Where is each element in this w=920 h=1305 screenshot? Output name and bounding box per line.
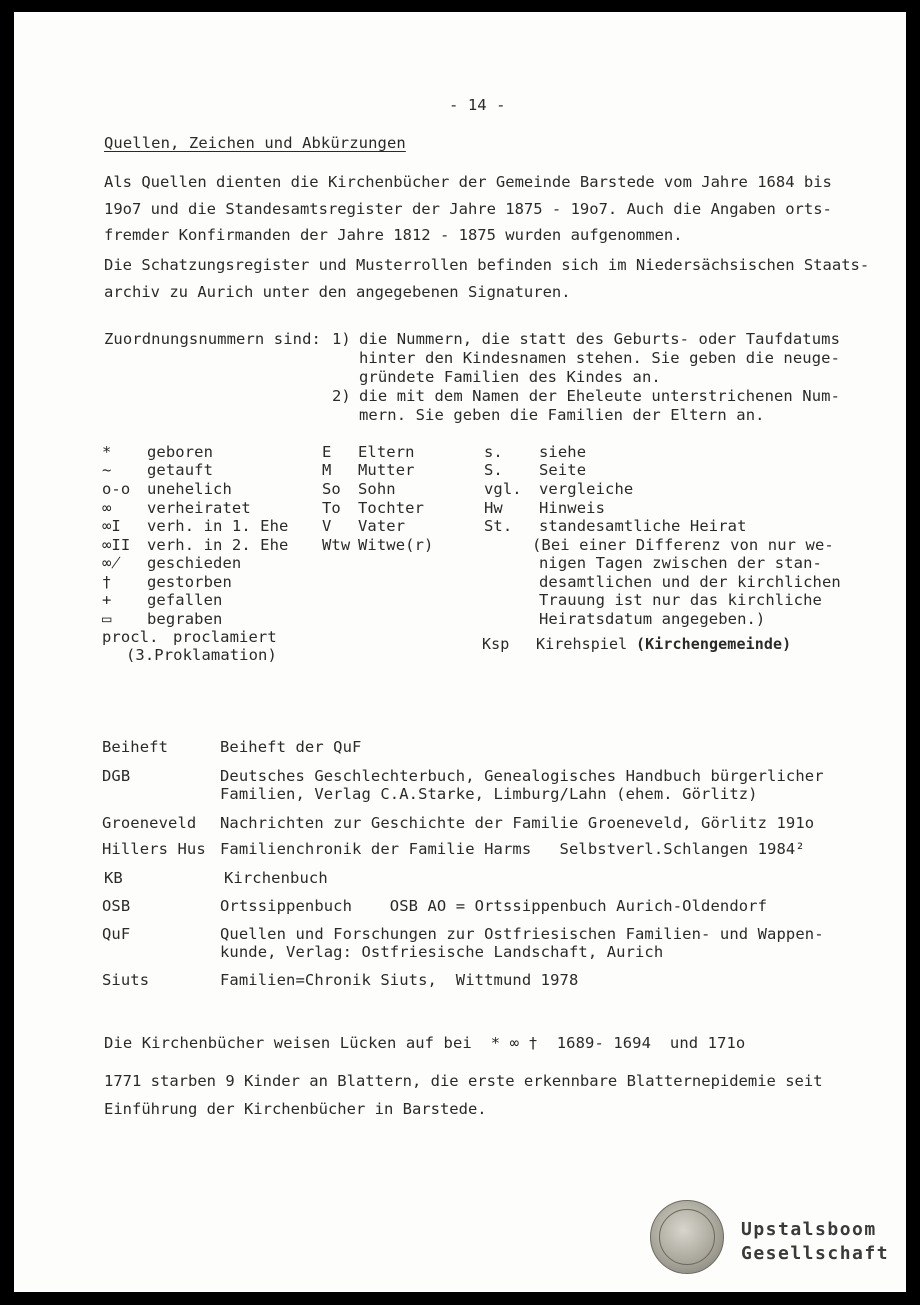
source-text: kunde, Verlag: Ostfriesische Landschaft, Aurich: [220, 943, 664, 961]
brand-name-line2: Gesellschaft: [741, 1243, 890, 1264]
symbol: procl.: [102, 628, 159, 646]
source-abbr: Groeneveld: [102, 814, 197, 832]
relation-abbr: To: [322, 499, 341, 517]
misc-meaning: vergleiche: [539, 480, 634, 498]
misc-abbr: S.: [484, 461, 503, 479]
relation-abbr: Wtw: [322, 536, 351, 554]
source-text: Familien=Chronik Siuts, Wittmund 1978: [220, 971, 579, 989]
seal-ring: [659, 1209, 715, 1265]
relation-meaning: Witwe(r): [358, 536, 434, 554]
symbol-meaning: verheiratet: [147, 499, 251, 517]
zuordnung-item-number: 2): [332, 387, 351, 405]
symbol: ▭: [102, 610, 112, 628]
zuordnung-item1-line: gründete Familien des Kindes an.: [359, 368, 661, 386]
source-abbr: Siuts: [102, 971, 150, 989]
st-note-line: Trauung ist nur das kirchliche: [539, 591, 822, 609]
ksp-meaning: Kirehspiel: [536, 635, 628, 653]
symbol: †: [102, 573, 112, 591]
source-abbr: KB: [104, 869, 123, 887]
symbol-meaning: unehelich: [147, 480, 232, 498]
symbol: ~: [102, 461, 112, 479]
symbol: ∞II: [102, 536, 131, 554]
intro-line: fremder Konfirmanden der Jahre 1812 - 1875 wurden aufgenommen.: [104, 226, 683, 244]
source-abbr: Hillers Hus: [102, 840, 206, 858]
misc-meaning: siehe: [539, 443, 587, 461]
intro-line: 19o7 und die Standesamtsregister der Jahre 1875 - 19o7. Auch die Angaben orts-: [104, 200, 832, 218]
zuordnung-item-number: 1): [332, 330, 351, 348]
misc-meaning: Hinweis: [539, 499, 606, 517]
ksp-meaning-bold: (Kirchengemeinde): [636, 635, 792, 653]
source-text: Familien, Verlag C.A.Starke, Limburg/Lahn (ehem. Görlitz): [220, 785, 758, 803]
society-seal-icon: [650, 1200, 724, 1274]
symbol: ∞: [102, 499, 112, 517]
intro-line: archiv zu Aurich unter den angegebenen Signaturen.: [104, 283, 571, 301]
symbol-meaning: gestorben: [147, 573, 232, 591]
source-text: Ortssippenbuch OSB AO = Ortssippenbuch Aurich-Oldendorf: [220, 897, 768, 915]
source-text: Quellen und Forschungen zur Ostfriesischen Familien- und Wappen-: [220, 925, 824, 943]
zuordnung-item1-line: die Nummern, die statt des Geburts- oder Taufdatums: [359, 330, 841, 348]
st-note-line: (Bei einer Differenz von nur we-: [532, 536, 834, 554]
source-abbr: QuF: [102, 925, 131, 943]
symbol-meaning: begraben: [147, 610, 223, 628]
intro-line: Als Quellen dienten die Kirchenbücher der Gemeinde Barstede vom Jahre 1684 bis: [104, 173, 832, 191]
st-note-line: nigen Tagen zwischen der stan-: [539, 554, 822, 572]
intro-line: Die Schatzungsregister und Musterrollen befinden sich im Niedersächsischen Staats-: [104, 256, 870, 274]
zuordnung-item2-line: die mit dem Namen der Eheleute unterstrichenen Num-: [359, 387, 841, 405]
source-text: Kirchenbuch: [224, 869, 328, 887]
page-number: - 14 -: [449, 96, 506, 114]
source-text: Deutsches Geschlechterbuch, Genealogisches Handbuch bürgerlicher: [220, 767, 824, 785]
symbol-meaning: geboren: [147, 443, 214, 461]
symbol-meaning: getauft: [147, 461, 214, 479]
source-abbr: DGB: [102, 767, 131, 785]
source-abbr: OSB: [102, 897, 131, 915]
relation-meaning: Sohn: [358, 480, 396, 498]
zuordnung-label: Zuordnungsnummern sind:: [104, 330, 321, 348]
symbol-meaning: verh. in 2. Ehe: [147, 536, 289, 554]
ksp-abbr: Ksp: [482, 635, 510, 653]
source-abbr: Beiheft: [102, 738, 169, 756]
symbol: ∞̸: [102, 554, 121, 572]
relation-abbr: E: [322, 443, 332, 461]
document-page: [14, 12, 906, 1292]
st-note-line: desamtlichen und der kirchlichen: [539, 573, 841, 591]
source-text: Familienchronik der Familie Harms Selbstverl.Schlangen 1984²: [220, 840, 805, 858]
misc-abbr: Hw: [484, 499, 503, 517]
zuordnung-item2-line: mern. Sie geben die Familien der Eltern an.: [359, 406, 765, 424]
symbol: +: [102, 591, 112, 609]
misc-abbr: St.: [484, 517, 513, 535]
st-note-line: Heiratsdatum angegeben.): [539, 610, 766, 628]
misc-meaning: standesamtliche Heirat: [539, 517, 747, 535]
symbol-meaning: geschieden: [147, 554, 242, 572]
relation-meaning: Tochter: [358, 499, 425, 517]
misc-abbr: s.: [484, 443, 503, 461]
symbol-meaning: gefallen: [147, 591, 223, 609]
symbol: *: [102, 443, 112, 461]
symbol: o-o: [102, 480, 131, 498]
relation-abbr: So: [322, 480, 341, 498]
symbol: ∞I: [102, 517, 121, 535]
relation-meaning: Eltern: [358, 443, 415, 461]
relation-meaning: Mutter: [358, 461, 415, 479]
misc-abbr: vgl.: [484, 480, 522, 498]
source-text: Nachrichten zur Geschichte der Familie Groeneveld, Görlitz 191o: [220, 814, 815, 832]
gaps-note: Die Kirchenbücher weisen Lücken auf bei * ∞ † 1689- 1694 und 171o: [104, 1034, 746, 1052]
relation-abbr: M: [322, 461, 332, 479]
source-text: Beiheft der QuF: [220, 738, 362, 756]
procl-note: (3.Proklamation): [126, 646, 277, 664]
symbol-meaning: proclamiert: [173, 628, 277, 646]
relation-abbr: V: [322, 517, 332, 535]
section-heading: Quellen, Zeichen und Abkürzungen: [104, 134, 406, 152]
epidemic-line: Einführung der Kirchenbücher in Barstede.: [104, 1100, 487, 1118]
symbol-meaning: verh. in 1. Ehe: [147, 517, 289, 535]
misc-meaning: Seite: [539, 461, 587, 479]
brand-name-line1: Upstalsboom: [741, 1219, 877, 1240]
epidemic-line: 1771 starben 9 Kinder an Blattern, die erste erkennbare Blatternepidemie seit: [104, 1072, 823, 1090]
relation-meaning: Vater: [358, 517, 406, 535]
zuordnung-item1-line: hinter den Kindesnamen stehen. Sie geben die neuge-: [359, 349, 841, 367]
